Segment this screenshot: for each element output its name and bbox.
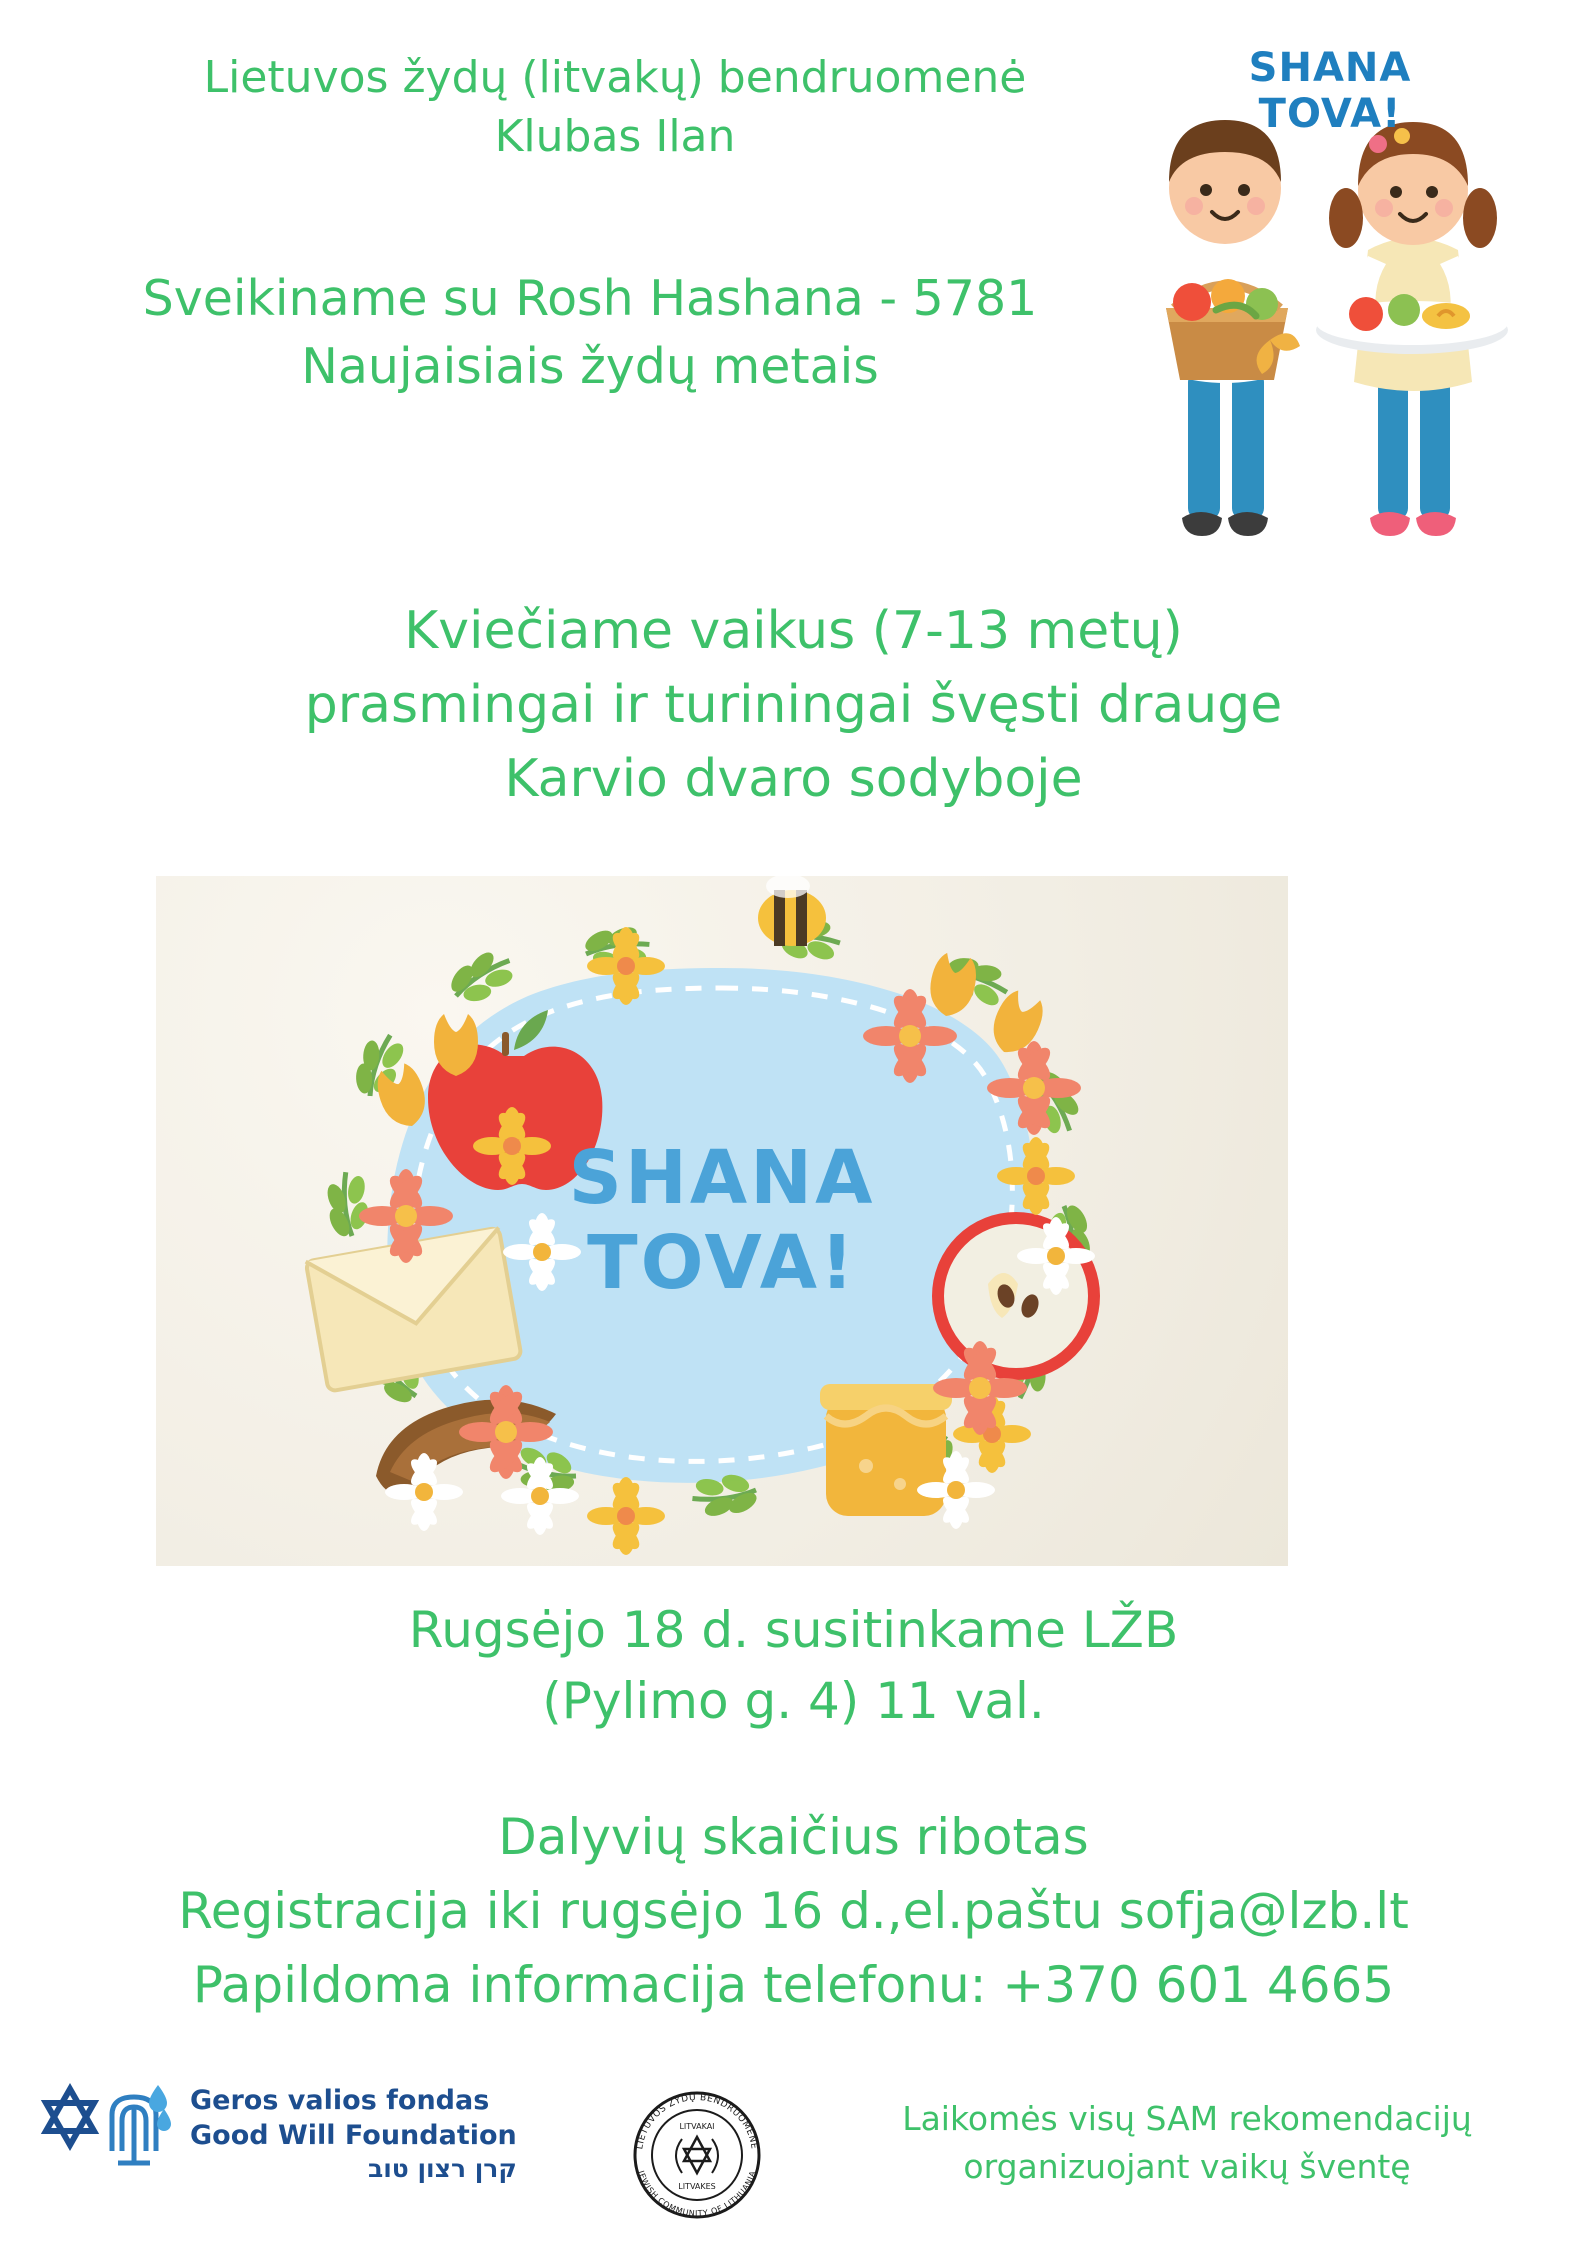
invitation-line-3: Karvio dvaro sodyboje: [504, 748, 1083, 809]
shana-tova-illustration: [156, 876, 1288, 1566]
good-will-foundation-logo-icon: [34, 2075, 179, 2190]
greeting-line-2: Naujaisiais žydų metais: [301, 337, 879, 395]
safety-note: [847, 2095, 1527, 2191]
organization-name-line-2: Klubas Ilan: [494, 111, 736, 163]
foundation-name-he: קרן רצון טוב: [367, 2154, 517, 2184]
registration-email-line[interactable]: Registracija iki rugsėjo 16 d.,el.paštu sofja@lzb.lt: [178, 1882, 1409, 1940]
greeting-block: [0, 265, 1180, 400]
greeting-line-1: Sveikiname su Rosh Hashana - 5781: [142, 270, 1038, 327]
registration-phone-line[interactable]: Papildoma informacija telefonu: +370 601 4665: [192, 1956, 1395, 2014]
illustration-caption-line-1: SHANA: [568, 1134, 876, 1221]
lithuanian-jewish-community-seal-icon: [620, 2077, 775, 2232]
organization-name-line-1: Lietuvos žydų (litvakų) bendruomenė: [203, 52, 1027, 103]
shana-tova-badge-line-2: TOVA!: [1258, 91, 1402, 137]
event-date-line-1: Rugsėjo 18 d. susitinkame LŽB: [408, 1601, 1179, 1659]
shana-tova-badge-line-1: SHANA: [1248, 45, 1412, 91]
svg-text:LITVAKES: LITVAKES: [678, 2182, 716, 2191]
invitation-block: [0, 595, 1587, 816]
organization-header: [0, 48, 1230, 167]
event-date-line-2: (Pylimo g. 4) 11 val.: [542, 1672, 1045, 1730]
svg-text:LITVAKAI: LITVAKAI: [679, 2122, 715, 2131]
svg-text:LIETUVOS ŽYDŲ BENDRUOMENĖ: LIETUVOS ŽYDŲ BENDRUOMENĖ: [635, 2092, 759, 2151]
footer: [0, 2055, 1587, 2245]
illustration-caption-line-2: TOVA!: [587, 1220, 857, 1306]
registration-limit-note: Dalyvių skaičius ribotas: [498, 1808, 1089, 1866]
safety-note-line-1: Laikomės visų SAM rekomendacijų: [902, 2099, 1472, 2138]
illustration-caption: [569, 1136, 876, 1306]
shana-tova-badge: [1215, 45, 1445, 137]
foundation-name-en: Good Will Foundation: [190, 2120, 517, 2152]
good-will-foundation-name: [190, 2083, 517, 2186]
event-date-block: [0, 1595, 1587, 1737]
invitation-line-1: Kviečiame vaikus (7-13 metų): [404, 601, 1183, 661]
registration-block: [0, 1800, 1587, 2022]
foundation-name-lt: Geros valios fondas: [190, 2085, 490, 2116]
invitation-line-2: prasmingai ir turiningai švęsti drauge: [304, 674, 1283, 735]
safety-note-line-2: organizuojant vaikų šventę: [963, 2146, 1411, 2186]
svg-text:JEWISH COMMUNITY OF LITHUANIA: JEWISH COMMUNITY OF LITHUANIA: [636, 2169, 758, 2219]
